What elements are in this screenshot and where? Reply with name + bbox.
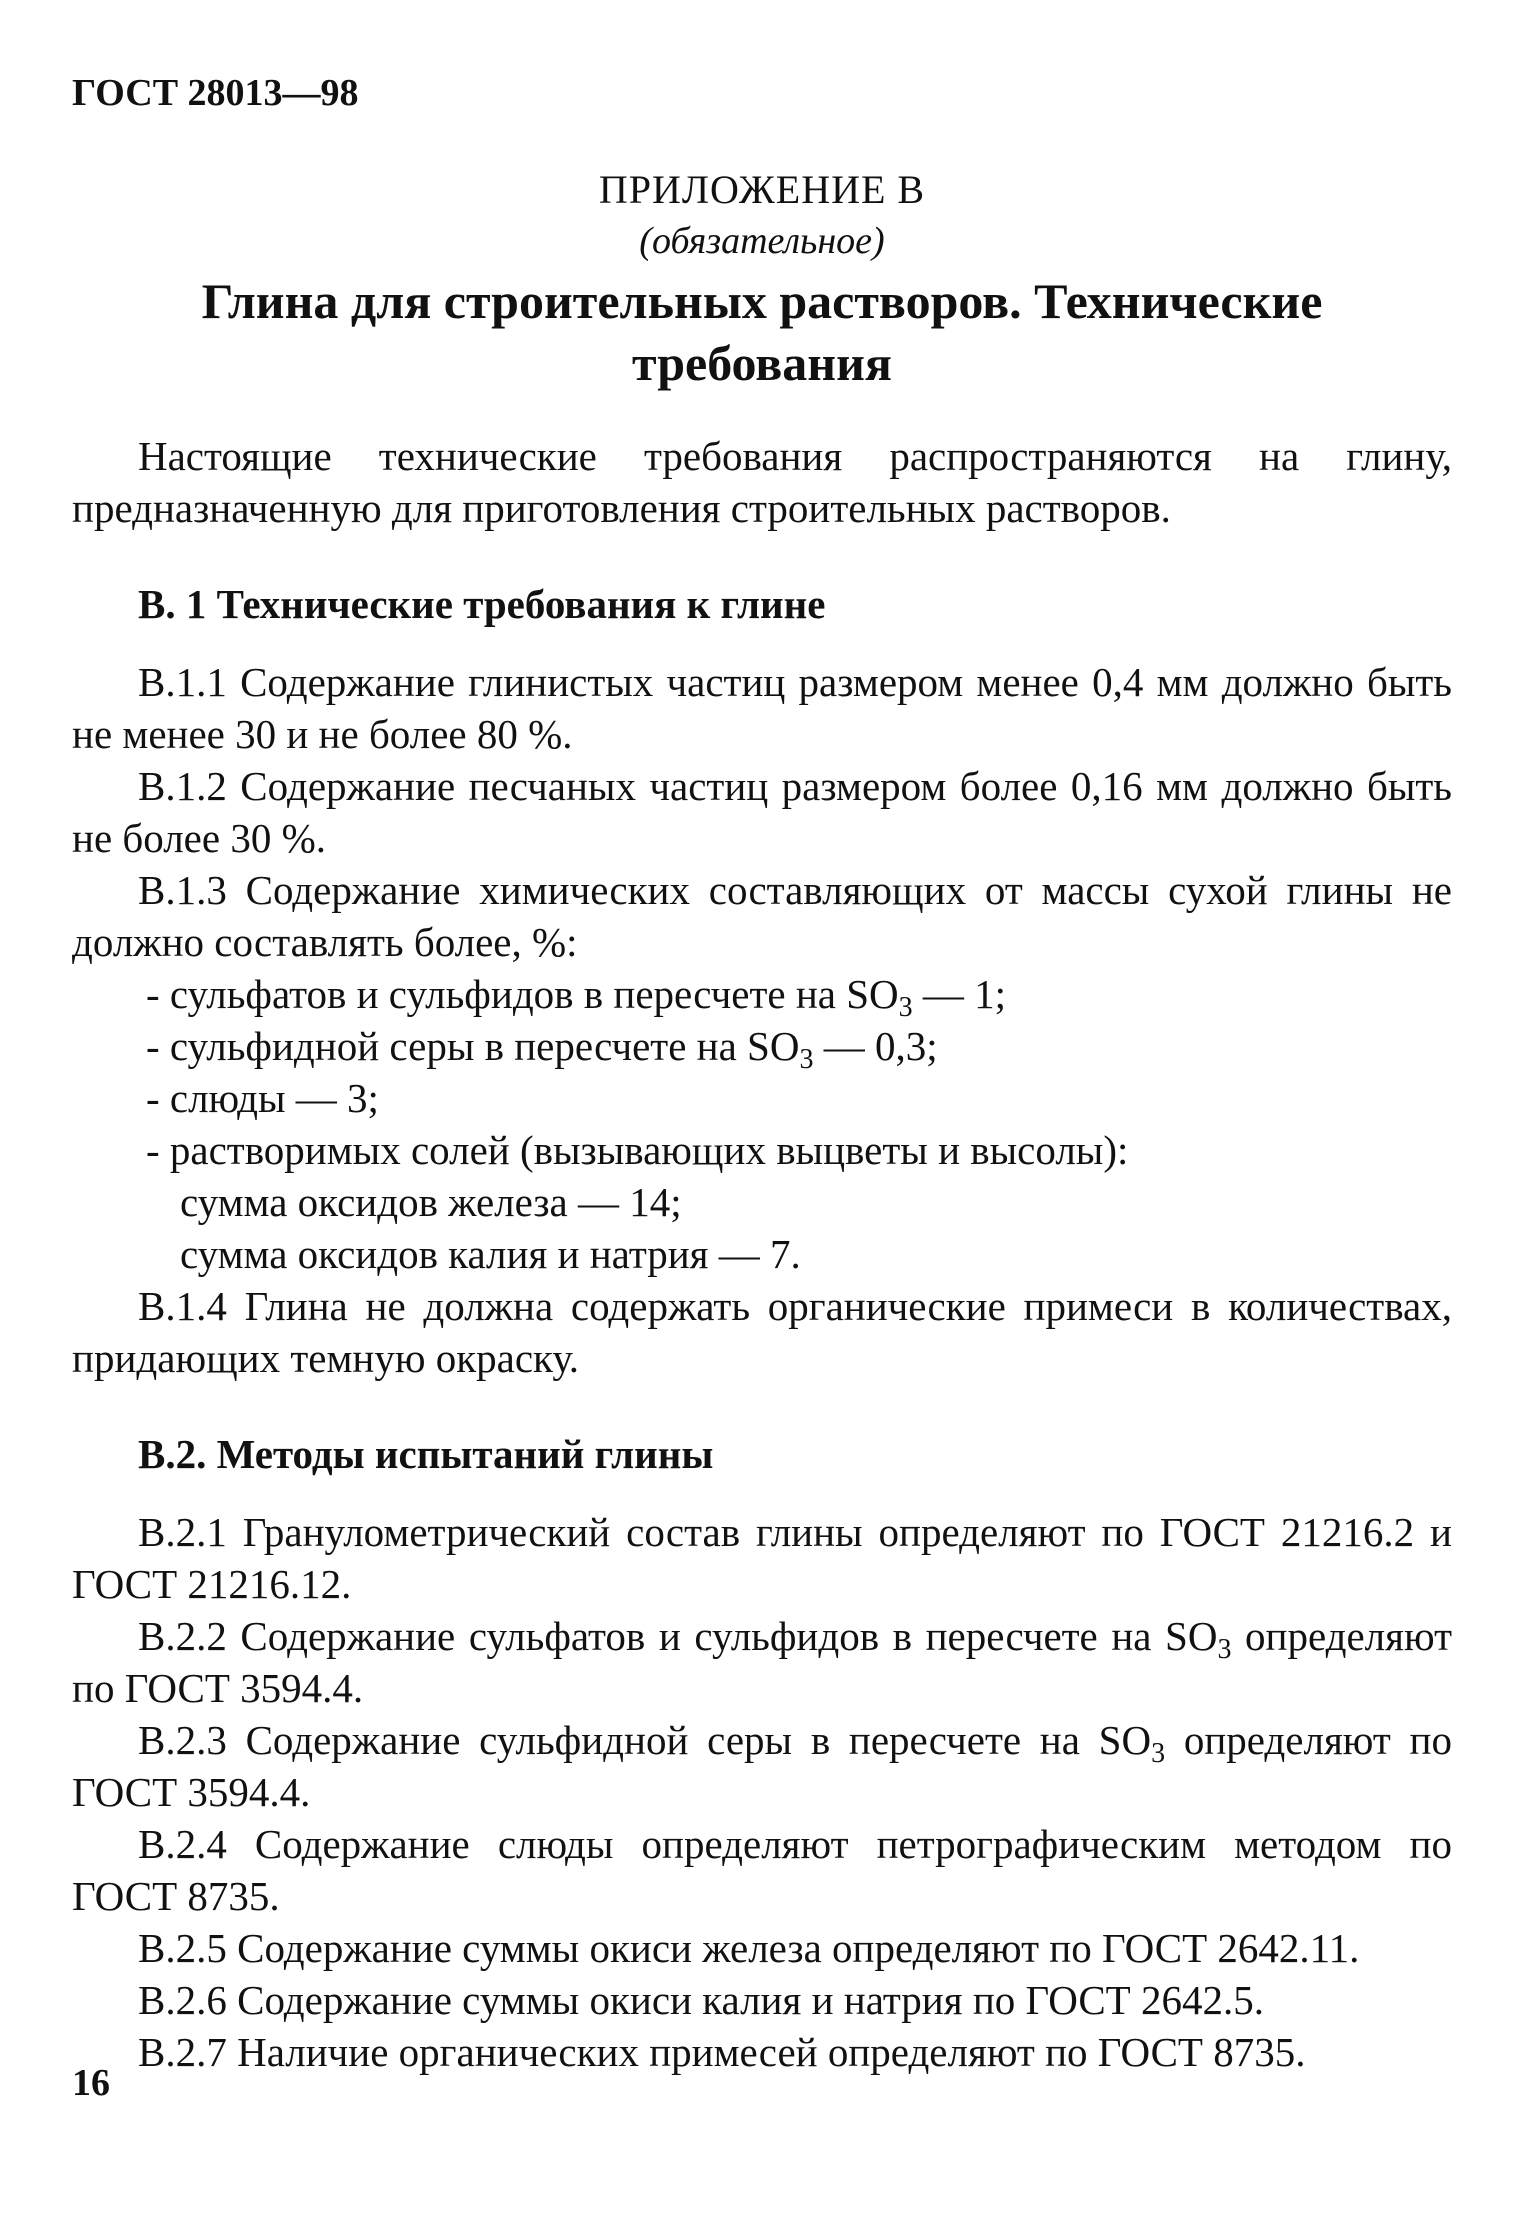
clause-b-2-1: В.2.1 Гранулометрический состав глины определяют по ГОСТ 21216.2 и ГОСТ 21216.12. (72, 1509, 1452, 1607)
section-2-body (72, 1506, 1452, 2078)
clause-b-2-6: В.2.6 Содержание суммы окиси калия и натрия по ГОСТ 2642.5. (138, 1977, 1264, 2023)
section-1-body (72, 656, 1452, 1384)
page-number: 16 (72, 2062, 110, 2104)
appendix-heading: Глина для строительных растворов. Технические требования (201, 273, 1323, 391)
appendix-title: ПРИЛОЖЕНИЕ В (598, 167, 926, 212)
clause-b-2-3: В.2.3 Содержание сульфидной серы в пересчете на $SO_3$ определяют по ГОСТ 3594.4. (72, 1717, 1452, 1815)
intro-paragraph: Настоящие технические требования распространяются на глину, предназначенную для приготовления строительных растворов. (72, 433, 1452, 531)
list-subitem-iron-oxides: сумма оксидов железа — 14; (180, 1179, 682, 1225)
section-1-heading: В. 1 Технические требования к глине (138, 581, 826, 627)
list-subitem-potassium-sodium-oxides: сумма оксидов калия и натрия — 7. (180, 1231, 801, 1277)
clause-b-1-4: В.1.4 Глина не должна содержать органические примеси в количествах, придающих темную окраску. (72, 1283, 1452, 1381)
appendix-status: (обязательное) (639, 220, 885, 262)
section-2-heading: В.2. Методы испытаний глины (138, 1431, 714, 1477)
document-page (72, 70, 1452, 2190)
list-item-mica: - слюды — 3; (146, 1075, 379, 1121)
clause-b-1-1: В.1.1 Содержание глинистых частиц размером менее 0,4 мм должно быть не менее 30 и не более 80 %. (72, 659, 1452, 757)
clause-b-1-2: В.1.2 Содержание песчаных частиц размером более 0,16 мм должно быть не более 30 %. (72, 763, 1452, 861)
document-code: ГОСТ 28013—98 (72, 72, 359, 114)
list-item-sulfide-sulfur: - сульфидной серы в пересчете на $SO_3$ — 0,3; (146, 1023, 938, 1075)
clause-b-2-4: В.2.4 Содержание слюды определяют петрографическим методом по ГОСТ 8735. (72, 1821, 1452, 1919)
chemical-limits-list (72, 968, 1452, 1176)
list-item-soluble-salts: - растворимых солей (вызывающих выцветы и высолы): (146, 1127, 1129, 1173)
list-item-sulfates: - сульфатов и сульфидов в пересчете на $SO_3$ — 1; (146, 971, 1007, 1023)
clause-b-2-7: В.2.7 Наличие органических примесей определяют по ГОСТ 8735. (138, 2029, 1306, 2075)
clause-b-2-5: В.2.5 Содержание суммы окиси железа определяют по ГОСТ 2642.11. (138, 1925, 1360, 1971)
clause-b-2-2: В.2.2 Содержание сульфатов и сульфидов в пересчете на $SO_3$ определяют по ГОСТ 3594.4. (72, 1613, 1453, 1711)
clause-b-1-3: В.1.3 Содержание химических составляющих от массы сухой глины не должно составлять более, %: (72, 867, 1452, 965)
